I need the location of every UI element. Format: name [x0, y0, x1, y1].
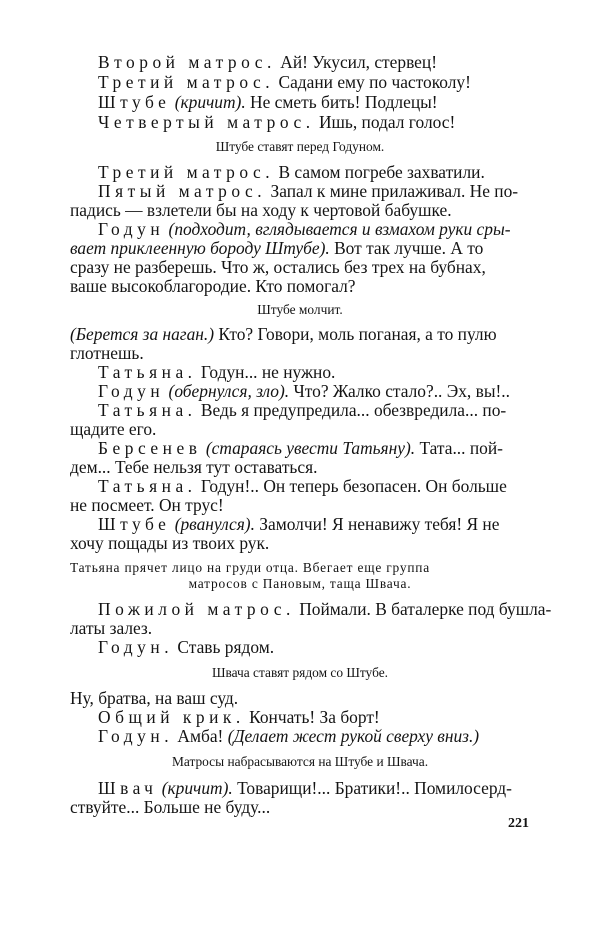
- page-number: 221: [508, 816, 529, 831]
- dialogue-line: [98, 637, 274, 657]
- speech: Ставь рядом.: [173, 637, 275, 657]
- stage-direction: (обернулся, зло).: [164, 381, 290, 401]
- dialogue-line: [98, 181, 518, 201]
- dialogue-continuation: не посмеет. Он трус!: [70, 495, 224, 515]
- dialogue-line: [98, 92, 438, 112]
- speaker: Пятый матрос.: [98, 181, 267, 201]
- stage-direction: (кричит).: [170, 92, 246, 112]
- speaker: Второй матрос.: [98, 52, 276, 72]
- speaker: Татьяна.: [98, 476, 197, 496]
- dialogue-line: [98, 726, 479, 746]
- dialogue-continuation: ваше высокоблагородие. Кто помогал?: [70, 276, 356, 296]
- speaker: Годун: [98, 219, 165, 239]
- speech: Ай! Укусил, стервец!: [275, 52, 437, 72]
- speaker: Татьяна.: [98, 400, 197, 420]
- speaker: Годун: [98, 381, 165, 401]
- dialogue-line: [98, 72, 471, 92]
- speech: Поймали. В баталерке под бушла-: [294, 599, 552, 619]
- speech: Кончать! За борт!: [244, 707, 380, 727]
- dialogue-line: [98, 112, 455, 132]
- dialogue-line: [98, 707, 380, 727]
- dialogue-line: [98, 514, 499, 534]
- stage-direction-centered: Штубе ставят перед Годуном.: [215, 139, 385, 154]
- speech: Товарищи!... Братики!.. Помилосерд-: [232, 778, 512, 798]
- dialogue-line: [98, 400, 506, 420]
- stage-direction: (Берется за наган.): [70, 324, 215, 344]
- speech: В самом погребе захватили.: [274, 162, 485, 182]
- dialogue-line: [70, 324, 497, 344]
- speaker: Швач: [98, 778, 158, 798]
- dialogue-continuation: падись — взлетели бы на ходу к чертовой бабушке.: [70, 200, 452, 220]
- stage-direction: (рванулся).: [170, 514, 255, 534]
- dialogue-continuation: дем... Тебе нельзя тут оставаться.: [70, 457, 318, 477]
- stage-direction-block: матросов с Пановым, таща Швача.: [188, 576, 412, 591]
- speech: Ведь я предупредила... обезвредила... по-: [196, 400, 507, 420]
- dialogue-continuation: щадите его.: [70, 419, 157, 439]
- stage-direction: (Делает жест рукой сверху вниз.): [223, 726, 480, 746]
- dialogue-line: [98, 219, 511, 239]
- stage-direction: (кричит).: [157, 778, 233, 798]
- speech: Садани ему по частоколу!: [274, 72, 471, 92]
- speech: Амба!: [173, 726, 224, 746]
- dialogue-continuation: хочу пощады из твоих рук.: [70, 533, 270, 553]
- stage-direction: (подходит, вглядывается и взмахом руки сры-: [164, 219, 511, 239]
- dialogue-line: [98, 52, 437, 72]
- speaker: Общий крик.: [98, 707, 245, 727]
- speaker: Третий матрос.: [98, 72, 275, 92]
- dialogue-line: Ну, братва, на ваш суд.: [70, 688, 239, 708]
- speech: Годун... не нужно.: [196, 362, 336, 382]
- stage-direction-centered: Матросы набрасываются на Штубе и Швача.: [171, 754, 429, 769]
- dialogue-continuation: латы залез.: [70, 618, 153, 638]
- speech: Запал к мине прилаживал. Не по-: [266, 181, 519, 201]
- speaker: Третий матрос.: [98, 162, 275, 182]
- stage-direction: вает приклеенную бороду Штубе).: [70, 238, 330, 258]
- dialogue-line: [98, 599, 551, 619]
- speech: Что? Жалко стало?.. Эх, вы!..: [289, 381, 511, 401]
- dialogue-continuation: сразу не разберешь. Что ж, остались без трех на бубнах,: [70, 257, 486, 277]
- dialogue-line: [98, 162, 485, 182]
- speaker: Годун.: [98, 726, 174, 746]
- dialogue-continuation: ствуйте... Больше не буду...: [70, 797, 271, 817]
- stage-direction: (стараясь увести Татьяну).: [201, 438, 416, 458]
- speech: Замолчи! Я ненавижу тебя! Я не: [254, 514, 500, 534]
- speech: Годун!.. Он теперь безопасен. Он больше: [196, 476, 507, 496]
- speaker: Четвертый матрос.: [98, 112, 315, 132]
- stage-direction-centered: Штубе молчит.: [257, 302, 343, 317]
- dialogue-line: [98, 778, 512, 798]
- speaker: Годун.: [98, 637, 174, 657]
- dialogue-continuation: [70, 238, 483, 258]
- dialogue-continuation: глотнешь.: [70, 343, 144, 363]
- speaker: Штубе: [98, 92, 171, 112]
- dialogue-line: [98, 362, 335, 382]
- stage-direction-block: Татьяна прячет лицо на груди отца. Вбегает еще группа: [70, 560, 431, 575]
- speech: Ишь, подал голос!: [314, 112, 456, 132]
- speaker: Татьяна.: [98, 362, 197, 382]
- speaker: Штубе: [98, 514, 171, 534]
- speaker: Берсенев: [98, 438, 202, 458]
- speech: Не сметь бить! Подлецы!: [245, 92, 438, 112]
- speech: Тата... пой-: [415, 438, 503, 458]
- dialogue-line: [98, 476, 507, 496]
- speech: Вот так лучше. А то: [329, 238, 484, 258]
- stage-direction-centered: Швача ставят рядом со Штубе.: [211, 665, 389, 680]
- dialogue-line: [98, 438, 503, 458]
- dialogue-line: [98, 381, 510, 401]
- speaker: Пожилой матрос.: [98, 599, 295, 619]
- speech: Кто? Говори, моль поганая, а то пулю: [214, 324, 497, 344]
